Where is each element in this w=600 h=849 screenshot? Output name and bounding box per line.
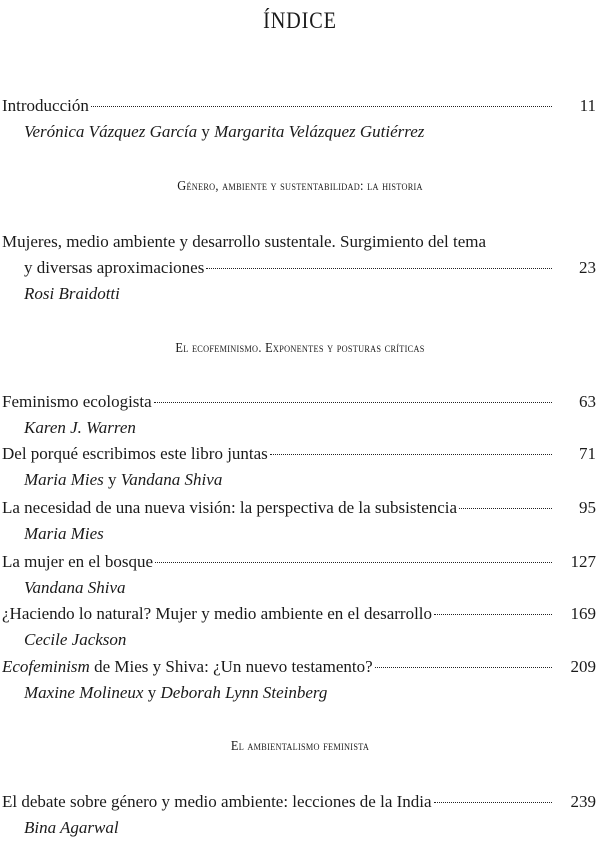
entry-author: Maria Mies xyxy=(24,524,104,543)
author-name: Vandana Shiva xyxy=(120,470,223,489)
dot-leader xyxy=(155,561,552,563)
toc-entry-mujeres-medio-ambiente xyxy=(24,256,596,280)
toc-entry-ecofeminism xyxy=(2,655,596,679)
entry-title: y diversas aproximaciones xyxy=(24,258,205,277)
entry-title: Del porqué escribimos este libro juntas xyxy=(2,444,268,463)
dot-leader xyxy=(434,613,552,615)
entry-page-number: 63 xyxy=(579,392,596,411)
entry-title: La mujer en el bosque xyxy=(2,552,154,571)
entry-title: Feminismo ecologista xyxy=(2,392,152,411)
entry-page-number: 239 xyxy=(570,792,596,811)
author-conjunction: y xyxy=(147,683,157,702)
entry-page-number: 23 xyxy=(579,258,596,277)
entry-title xyxy=(2,655,373,679)
entry-page-number: 95 xyxy=(579,498,596,517)
entry-author: Vandana Shiva xyxy=(24,578,126,597)
page-title: ÍNDICE xyxy=(263,8,337,33)
entry-title: El debate sobre género y medio ambiente: lecciones de la India xyxy=(2,792,432,811)
entry-title-italic: Ecofeminism xyxy=(2,657,90,676)
dot-leader xyxy=(375,666,552,668)
entry-author: Cecile Jackson xyxy=(24,630,127,649)
author-name: Maria Mies xyxy=(24,470,104,489)
author-name: Maxine Molineux xyxy=(24,683,144,702)
dot-leader xyxy=(206,267,552,269)
author-conjunction: y xyxy=(108,470,117,489)
section-heading: El ecofeminismo. Exponentes y posturas críticas xyxy=(175,340,425,355)
dot-leader xyxy=(91,105,552,107)
toc-entry-el-debate xyxy=(2,790,596,814)
section-heading: El ambientalismo feminista xyxy=(230,738,370,753)
entry-authors xyxy=(24,120,596,144)
entry-title: ¿Haciendo lo natural? Mujer y medio ambiente en el desarrollo xyxy=(2,604,433,623)
author-name: Deborah Lynn Steinberg xyxy=(160,683,328,702)
entry-author: Rosi Braidotti xyxy=(24,284,120,303)
toc-entry-la-necesidad xyxy=(2,496,596,520)
entry-title-line: Mujeres, medio ambiente y desarrollo sustentale. Surgimiento del tema xyxy=(2,232,487,251)
toc-entry-feminismo-ecologista xyxy=(2,390,596,414)
dot-leader xyxy=(154,401,552,403)
author-name: Margarita Velázquez Gutiérrez xyxy=(214,122,425,141)
entry-page-number: 169 xyxy=(570,604,596,623)
entry-author: Bina Agarwal xyxy=(24,818,119,837)
entry-page-number: 71 xyxy=(579,444,596,463)
entry-author: Karen J. Warren xyxy=(24,418,136,437)
author-conjunction: y xyxy=(201,122,210,141)
entry-authors xyxy=(24,681,596,705)
entry-page-number: 11 xyxy=(579,96,596,115)
entry-title: Introducción xyxy=(2,96,89,115)
toc-entry-la-mujer-en-el-bosque xyxy=(2,550,596,574)
entry-page-number: 209 xyxy=(570,657,596,676)
toc-entry-haciendo-lo-natural xyxy=(2,602,596,626)
entry-title: La necesidad de una nueva visión: la perspectiva de la subsistencia xyxy=(2,498,458,517)
author-name: Verónica Vázquez García xyxy=(24,122,198,141)
section-heading: Género, ambiente y sustentabilidad: la historia xyxy=(177,178,423,193)
dot-leader xyxy=(434,801,552,803)
entry-page-number: 127 xyxy=(570,552,596,571)
dot-leader xyxy=(270,453,552,455)
dot-leader xyxy=(459,507,552,509)
entry-title-rest: de Mies y Shiva: ¿Un nuevo testamento? xyxy=(89,657,373,676)
toc-entry-del-porque xyxy=(2,442,596,466)
toc-entry-introduccion xyxy=(2,94,596,118)
entry-authors xyxy=(24,468,596,492)
